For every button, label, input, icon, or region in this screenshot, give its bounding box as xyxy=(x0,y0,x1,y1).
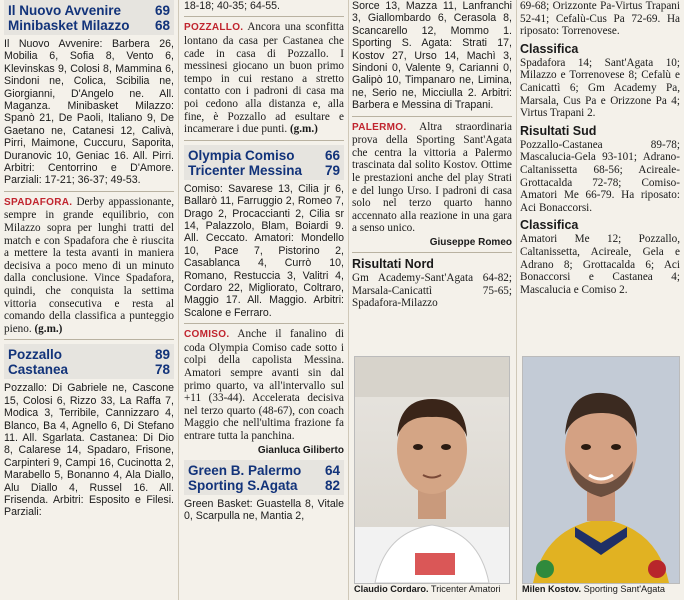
results-nord-title: Risultati Nord xyxy=(352,257,434,271)
game-box-pozzallo-castanea xyxy=(4,344,174,379)
divider xyxy=(4,191,174,192)
story-body: Derby appassionante, sempre in grande equilibrio, con Milazzo sopra per lunghi tratti del match e con Spadafora che è riuscita a mettere la testa avanti in maniera decisiva a poco meno di un minuto dalla conclusione. Vince Spadafora, quindi, che conquista la settima vittoria consecutiva e resta al comando della classifica a punteggio pieno. xyxy=(4,195,174,335)
caption-name: Claudio Cordaro. xyxy=(354,584,429,594)
story-lead: PALERMO. xyxy=(352,121,407,133)
home-score: 64 xyxy=(324,462,340,478)
divider xyxy=(352,116,512,117)
away-score: 79 xyxy=(324,162,340,178)
game-box-palermo-santagata xyxy=(184,460,344,495)
away-score: 78 xyxy=(154,362,170,378)
away-team: Minibasket Milazzo xyxy=(8,18,130,33)
divider xyxy=(184,140,344,141)
partials-continued: 18-18; 40-35; 64-55. xyxy=(184,0,281,12)
game-box-nuovo-avvenire-milazzo xyxy=(4,0,174,35)
story-body: Anche il fanalino di coda Olympia Comiso cade sotto i colpi della capolista Messina. Amatori sempre avanti sin dal primo quarto, va all'intervallo sul +11 (33-44). Accelerata decisiva nel terzo quarto (48-67), con coach Maggio che nell'ultima frazione fa entrare tutta la panchina. xyxy=(184,328,344,442)
story-spadafora xyxy=(4,196,174,336)
story-signature: (g.m.) xyxy=(289,123,318,136)
story-body: Altra straordinaria prova della Sporting Sant'Agata che centra la vittoria a Palermo trascinata dal solito Kostov. Ottime le prestazioni anche del play Strati e del lungo Urso. I padroni di casa solo nel terzo quarto hanno accennato alla reazione in una gara a senso unico. xyxy=(352,120,512,235)
results-nord-list: Gm Academy-Sant'Agata 64-82; Marsala-Canicattì 75-65; Spadafora-Milazzo xyxy=(352,272,512,310)
away-score: 68 xyxy=(154,18,170,33)
caption-cordaro xyxy=(354,584,510,594)
away-team: Tricenter Messina xyxy=(188,162,303,178)
results-sud-list: Pozzallo-Castanea 89-78; Mascalucia-Gela 93-101; Adrano-Caltanissetta 68-56; Acireale-Grottacalda 72-78; Comiso-Amatori Me 66-79. Ha riposato: Aci Bonaccorsi. xyxy=(520,138,680,214)
player-portrait-icon xyxy=(355,357,509,583)
home-score: 89 xyxy=(154,347,170,363)
game-box-comiso-messina xyxy=(184,145,344,180)
column-2 xyxy=(184,0,344,600)
caption-name: Milen Kostov. xyxy=(522,584,582,594)
home-team: Il Nuovo Avvenire xyxy=(8,3,122,18)
divider xyxy=(184,323,344,324)
photo-milen-kostov xyxy=(522,356,680,584)
column-1 xyxy=(4,0,174,600)
divider xyxy=(352,252,512,253)
classifica-nord-list: Spadafora 14; Sant'Agata 10; Milazzo e Torrenovese 8; Cefalù e Canicattì 6; Gm Academy Pa, Marsala, Cus Pa e Orizzone Pa 4; Virtus Trapani 2. xyxy=(520,56,680,120)
away-score: 82 xyxy=(324,477,340,493)
story-lead: COMISO. xyxy=(184,329,230,341)
story-comiso xyxy=(184,328,344,442)
player-portrait-icon xyxy=(523,357,679,583)
caption-team: Sporting Sant'Agata xyxy=(583,584,666,594)
home-team: Green B. Palermo xyxy=(188,462,302,478)
results-sud-title: Risultati Sud xyxy=(520,123,597,138)
story-signature: Giuseppe Romeo xyxy=(429,237,512,248)
classifica-sud-list: Amatori Me 12; Pozzallo, Caltanissetta, Acireale, Gela e Adrano 8; Grottacalda 6; Aci Bonaccorsi e Castanea 4; Mascalucia e Comiso 2. xyxy=(520,233,680,296)
story-lead: POZZALLO. xyxy=(184,22,244,34)
game-4-tabellino-continued: Sorce 13, Mazza 11, Lanfranchi 3, Giallombardo 6, Cerasola 8, Scancarello 12, Mommo 1. Sporting S. Agata: Strati 17, Kostov 27, Urso 14, Machì 3, Sindoni 0, Valente 9, Carianni 0, Galipò 10, Timpanaro ne, Limina, ne, Serio ne, Micciulla 2. Arbitri: Barbera e Messina di Trapani. xyxy=(352,0,512,112)
home-team: Pozzallo xyxy=(8,347,63,363)
away-team: Sporting S.Agata xyxy=(188,477,298,493)
away-team: Castanea xyxy=(8,362,69,378)
divider xyxy=(4,339,174,340)
game-4-tabellino: Green Basket: Guastella 8, Vitale 0, Scarpulla ne, Mantia 2, xyxy=(184,497,344,522)
classifica-nord-title: Classifica xyxy=(520,41,579,56)
game-3-tabellino: Comiso: Savarese 13, Cilia jr 6, Ballarò 11, Farruggio 2, Romeo 7, Drago 2, Procaccianti 2, Cilia sr 14, Palazzolo, Blam, Boiardi 9. All. Ceccato. Amatori: Mondello 10, Pace 7, Pistorino 2, Casablanca 4, Currò 10, Romano, Restuccia 3, Valitri 4, Cordaro 22, Migliorato, Coltraro, Maggio 17. All. Maggio. Arbitri: Scalone e Ferraro. xyxy=(184,182,344,319)
home-score: 69 xyxy=(154,3,170,18)
classifica-sud-title: Classifica xyxy=(520,218,579,233)
results-nord-continued: 69-68; Orizzonte Pa-Virtus Trapani 52-41; Cefalù-Cus Pa 72-69. Ha riposato: Torrenovese. xyxy=(520,0,680,38)
game-1-tabellino: Il Nuovo Avvenire: Barbera 26, Mobilia 6, Sofia 8, Vento 6, Klevinskas 9, Colosi 8, Mammina 6, Sindoni ne, Colica, Scibilia ne, Giorgianni, D'Angelo ne. All. Maganza. Minibasket Milazzo: Spanò 21, De Paoli, Italiano 9, De Gaetano ne, Catanesi 12, Calivà, Pirri, Maimone, Cuccuru, Saporita, Duranovic 10, Geniac 16. All. Pirri. Arbitri: Centorrino e D'Amore. Parziali: 17-21; 36-37; 49-53. xyxy=(4,38,174,187)
home-score: 66 xyxy=(324,147,340,163)
story-pozzallo xyxy=(184,21,344,135)
home-team: Olympia Comiso xyxy=(188,147,295,163)
caption-team: Tricenter Amatori xyxy=(430,584,501,594)
divider xyxy=(184,16,344,17)
caption-kostov xyxy=(522,584,682,594)
story-body: Ancora una sconfitta lontano da casa per Castanea che cade in casa di Pozzallo. I messinesi giocano un buon primo tempo in cui restano a stretto contatto con i padroni di casa ma poi cedono alla distanza e, alla fine, è Pozzallo ad esultare e incamerare i due punti. xyxy=(184,21,344,136)
photo-claudio-cordaro xyxy=(354,356,510,584)
game-2-tabellino: Pozzallo: Di Gabriele ne, Cascone 15, Colosi 6, Rizzo 33, La Raffa 7, Modica 3, Terribile, Cannizzaro 4, Blanco, Ba 4, Agnello 6, Di Stefano 11. All. Sgarlata. Castanea: Di Dio 8, Calarese 14, Spadaro, Frisone, Carpinteri 9, Campi 16, Cucinotta 2, Marabello 5, Bonanno 4, Ala Diallo, Alu Diallo 4, Russel 16. All. Frisenda. Arbitri: Esposito e Filesi. Parziali: xyxy=(4,382,174,519)
story-signature: Gianluca Giliberto xyxy=(257,444,344,456)
story-signature: (g.m.) xyxy=(34,322,63,335)
story-palermo xyxy=(352,121,512,235)
story-lead: SPADAFORA. xyxy=(4,196,73,208)
